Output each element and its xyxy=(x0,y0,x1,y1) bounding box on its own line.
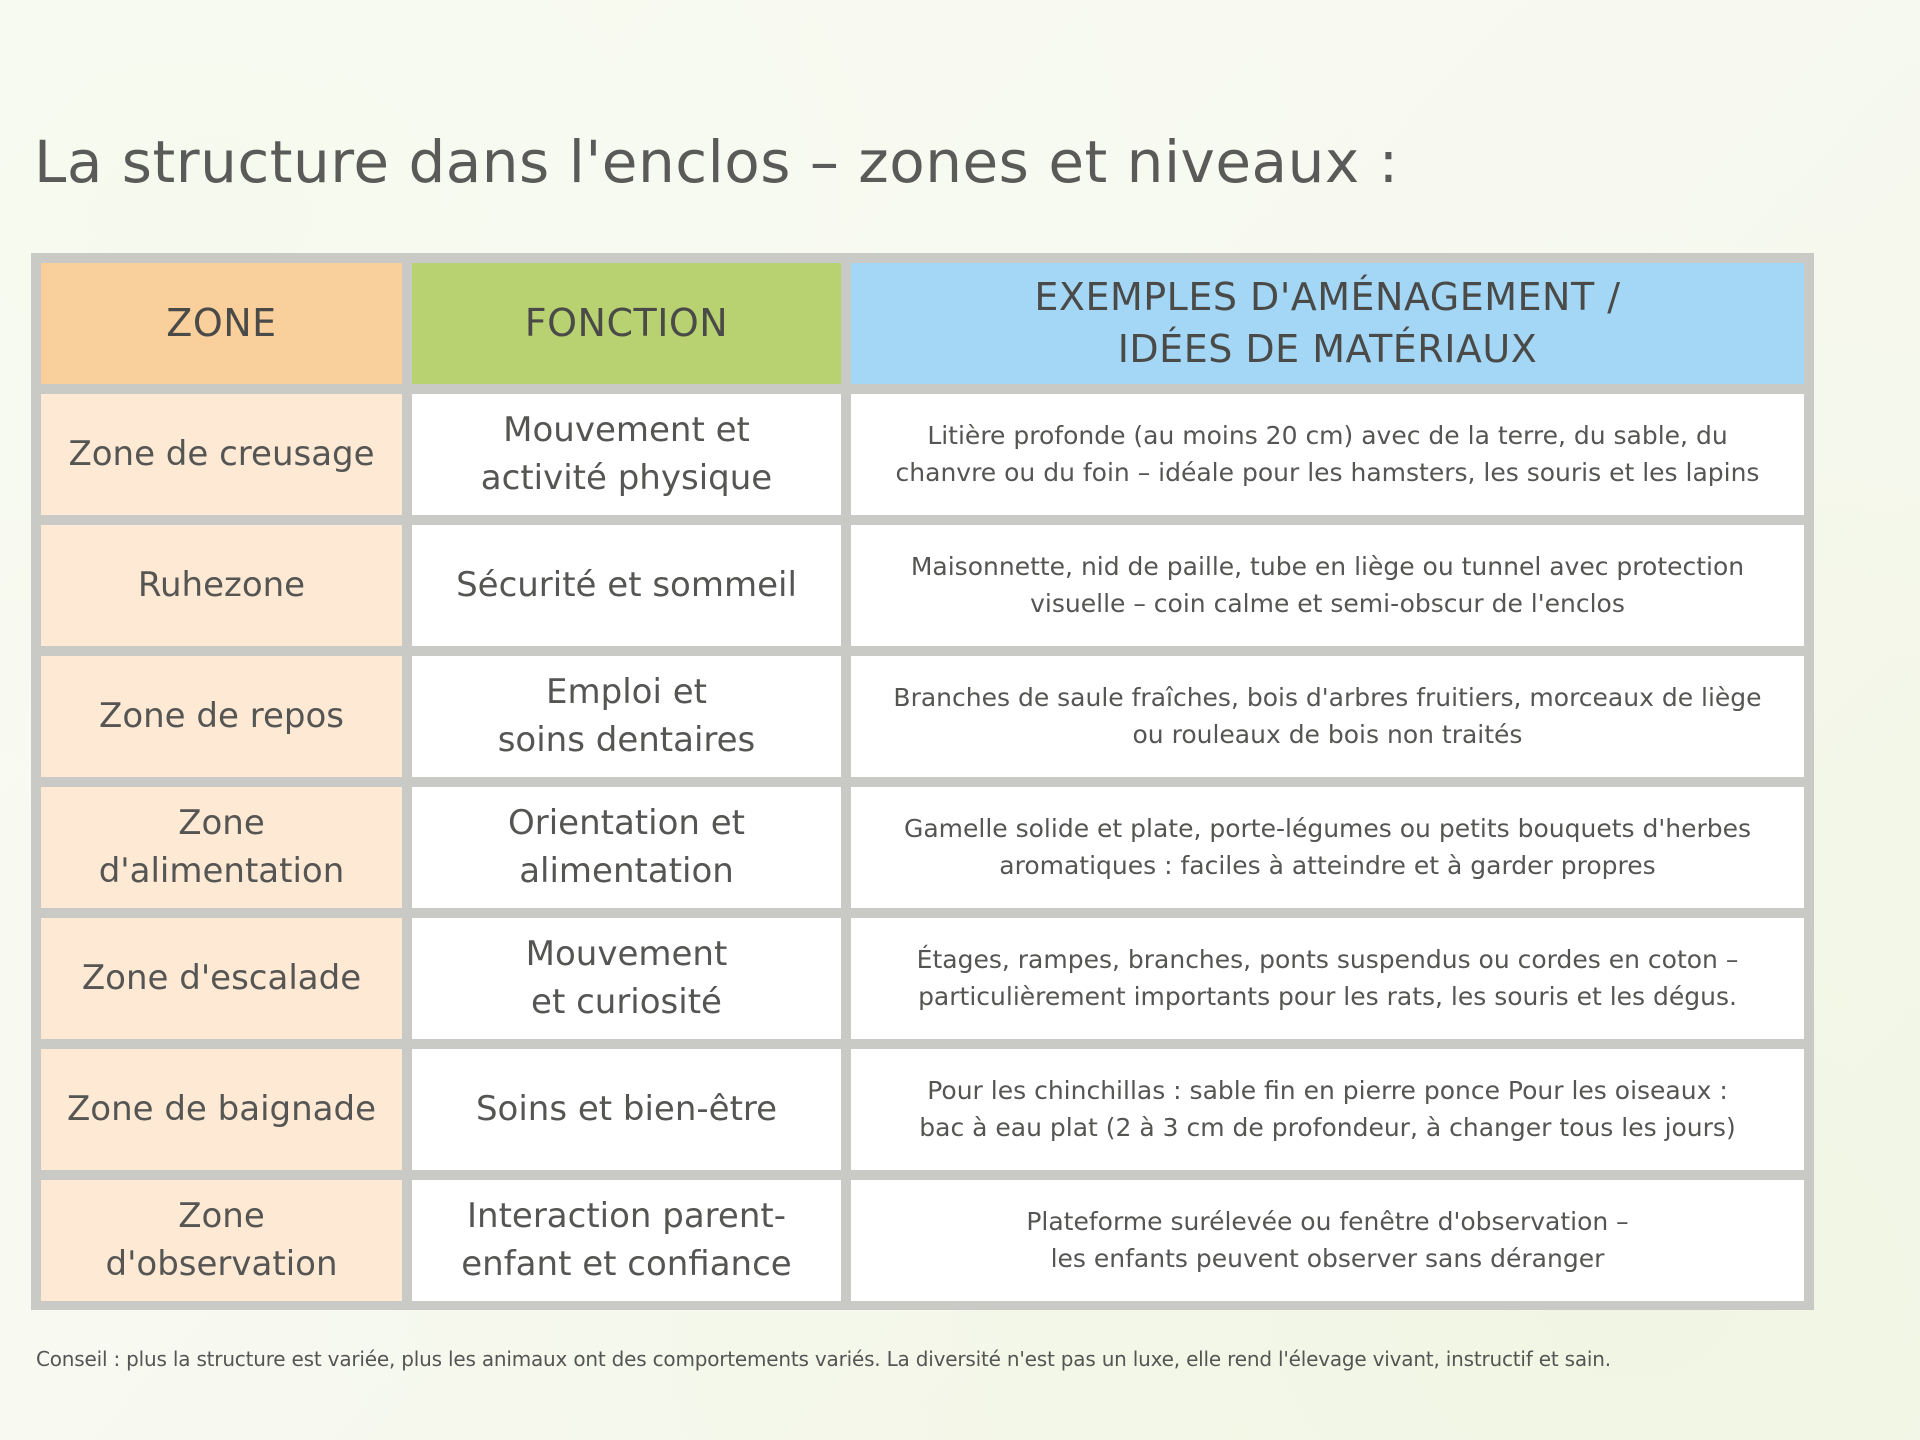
page-title: La structure dans l'enclos – zones et niveaux : xyxy=(34,128,1399,196)
fonction-cell-line: et curiosité xyxy=(531,981,722,1022)
zone-cell-line: d'observation xyxy=(105,1243,338,1284)
exemples-cell xyxy=(851,1049,1804,1170)
zone-cell-line: Zone de repos xyxy=(99,695,344,736)
zone-cell-line: Zone de baignade xyxy=(66,1088,376,1129)
fonction-cell xyxy=(412,656,841,777)
zone-cell xyxy=(41,656,402,777)
zone-cell xyxy=(41,1180,402,1301)
footer-tip: Conseil : plus la structure est variée, plus les animaux ont des comportements variés. La diversité n'est pas un luxe, elle rend l'élevage vivant, instructif et sain. xyxy=(36,1347,1611,1371)
fonction-cell-line: Emploi et xyxy=(546,671,707,712)
exemples-cell-line: Branches de saule fraîches, bois d'arbres fruitiers, morceaux de liège xyxy=(893,683,1762,713)
exemples-cell xyxy=(851,394,1804,515)
exemples-cell-line: visuelle – coin calme et semi-obscur de l'enclos xyxy=(1030,588,1625,618)
header-fonction xyxy=(412,263,841,384)
fonction-cell xyxy=(412,1180,841,1301)
exemples-cell-line: chanvre ou du foin – idéale pour les hamsters, les souris et les lapins xyxy=(895,457,1760,487)
header-fonction-label: FONCTION xyxy=(524,300,729,345)
header-zone xyxy=(41,263,402,384)
zone-cell xyxy=(41,918,402,1039)
exemples-cell xyxy=(851,1180,1804,1301)
fonction-cell-line: Sécurité et sommeil xyxy=(456,564,797,605)
zone-cell-line: Zone xyxy=(178,1195,265,1236)
header-exemples-line1: EXEMPLES D'AMÉNAGEMENT / xyxy=(1034,275,1621,320)
exemples-cell-line: particulièrement importants pour les rats, les souris et les dégus. xyxy=(918,981,1737,1011)
exemples-cell-line: Étages, rampes, branches, ponts suspendus ou cordes en coton – xyxy=(916,945,1739,975)
exemples-cell-line: Gamelle solide et plate, porte-légumes ou petits bouquets d'herbes xyxy=(903,814,1752,844)
zone-cell-line: d'alimentation xyxy=(98,850,345,891)
fonction-cell xyxy=(412,1049,841,1170)
header-exemples xyxy=(851,263,1804,384)
exemples-cell xyxy=(851,525,1804,646)
exemples-cell-line: Maisonnette, nid de paille, tube en liège ou tunnel avec protection xyxy=(910,552,1745,582)
zone-cell-line: Zone de creusage xyxy=(68,433,375,474)
fonction-cell xyxy=(412,787,841,908)
fonction-cell-line: activité physique xyxy=(480,457,773,498)
exemples-cell-line: Plateforme surélevée ou fenêtre d'observation – xyxy=(1026,1207,1629,1237)
fonction-cell-line: Mouvement xyxy=(525,933,728,974)
header-zone-label: ZONE xyxy=(166,300,277,345)
exemples-cell xyxy=(851,787,1804,908)
fonction-cell xyxy=(412,918,841,1039)
fonction-cell-line: alimentation xyxy=(519,850,734,891)
exemples-cell-line: aromatiques : faciles à atteindre et à garder propres xyxy=(999,850,1656,880)
header-exemples-line2: IDÉES DE MATÉRIAUX xyxy=(1117,326,1538,371)
exemples-cell xyxy=(851,918,1804,1039)
zones-table xyxy=(31,253,1814,1310)
zone-cell xyxy=(41,1049,402,1170)
fonction-cell-line: enfant et confiance xyxy=(461,1243,792,1284)
exemples-cell-line: ou rouleaux de bois non traités xyxy=(1132,719,1523,749)
fonction-cell-line: Interaction parent- xyxy=(467,1195,786,1236)
exemples-cell-line: bac à eau plat (2 à 3 cm de profondeur, à changer tous les jours) xyxy=(919,1112,1736,1142)
zone-cell-line: Zone xyxy=(178,802,265,843)
fonction-cell-line: Soins et bien-être xyxy=(475,1088,778,1129)
zone-cell xyxy=(41,394,402,515)
exemples-cell-line: les enfants peuvent observer sans déranger xyxy=(1050,1243,1605,1273)
fonction-cell xyxy=(412,525,841,646)
zone-cell-line: Zone d'escalade xyxy=(81,957,362,998)
fonction-cell xyxy=(412,394,841,515)
exemples-cell-line: Pour les chinchillas : sable fin en pierre ponce Pour les oiseaux : xyxy=(927,1076,1728,1106)
exemples-cell xyxy=(851,656,1804,777)
fonction-cell-line: Mouvement et xyxy=(503,409,750,450)
zone-cell xyxy=(41,525,402,646)
zone-cell xyxy=(41,787,402,908)
fonction-cell-line: soins dentaires xyxy=(497,719,756,760)
zone-cell-line: Ruhezone xyxy=(137,564,306,605)
fonction-cell-line: Orientation et xyxy=(507,802,745,843)
exemples-cell-line: Litière profonde (au moins 20 cm) avec de la terre, du sable, du xyxy=(927,421,1728,451)
